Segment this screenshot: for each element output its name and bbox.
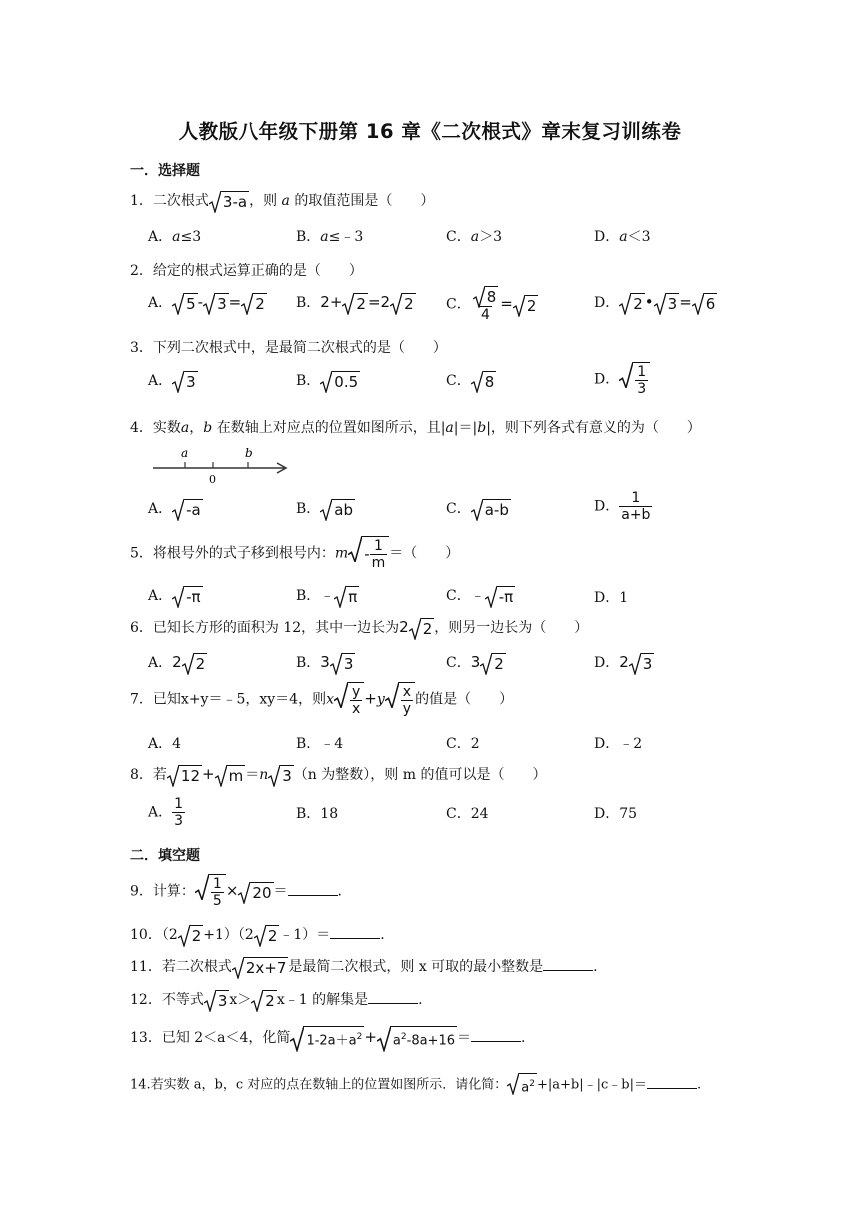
page-title: 人教版八年级下册第 16 章《二次根式》章末复习训练卷 — [178, 120, 682, 143]
option-d: D．a＜3 — [594, 229, 651, 245]
option-d: D．1 — [594, 590, 629, 606]
option-c: C．﹣ -π — [446, 588, 514, 606]
option-a: A． $\frac{1}{3}$ — [148, 796, 184, 829]
option-d: D．75 — [594, 806, 638, 822]
option-c: C．24 — [446, 806, 489, 822]
option-b: B．﹣ π — [296, 588, 358, 606]
option-c: C．a＞3 — [446, 229, 502, 245]
radical: 3-a — [209, 191, 249, 211]
option-d: D．2 3 — [594, 653, 653, 673]
number-line-figure — [148, 444, 293, 488]
question-4: 4．实数a，b 在数轴上对应点的位置如图所示，且|a|＝|b|，则下列各式有意义的为（ ） — [130, 420, 701, 436]
option-c: C． 8 — [446, 373, 495, 391]
question-14: 14.若实数 a，b，c 对应的点在数轴上的位置如图所示．请化简： $a^2$ +|a+b|﹣|c﹣b|＝ . — [130, 1073, 701, 1097]
question-13: 13．已知 2＜a＜4，化简 $1-2a+a^2$ + $a^2-8a+16$ ＝ . — [130, 1026, 525, 1050]
option-d: D． $\frac{1}{3}$ — [594, 362, 650, 397]
question-11: 11．若二次根式 2x+7 是最简二次根式，则 x 可取的最小整数是 . — [130, 959, 598, 977]
option-b: B． 0.5 — [296, 373, 359, 391]
option-b: B．18 — [296, 806, 339, 822]
question-8: 8．若 12 + m ＝n 3 （n 为整数），则 m 的值可以是（ ） — [130, 765, 547, 785]
option-c: C． $\frac{8}{4}$ = 2 — [446, 288, 537, 323]
answer-blank — [471, 1029, 521, 1042]
question-1: 1．二次根式 3-a ，则 a 的取值范围是（ ） — [130, 193, 435, 211]
section-fill: 二．填空题 — [130, 848, 200, 864]
question-9: 9．计算： $\frac{1}{5}$ × 20 ＝ . — [130, 876, 342, 909]
option-a: A．4 — [148, 736, 182, 752]
option-c: C．2 — [446, 736, 480, 752]
answer-blank — [543, 958, 593, 971]
option-c: C． a-b — [446, 501, 509, 519]
option-a: A． -a — [148, 501, 201, 519]
option-a: A． 3 — [148, 373, 196, 391]
question-3: 3．下列二次根式中，是最简二次根式的是（ ） — [130, 340, 447, 356]
answer-blank — [368, 991, 418, 1004]
option-b: B．﹣4 — [296, 736, 344, 752]
answer-blank — [288, 883, 338, 896]
option-d: D． $\frac{1}{a+b}$ — [594, 490, 651, 523]
question-12: 12．不等式 3 x＞ 2 x﹣1 的解集是 . — [130, 992, 423, 1010]
section-choice: 一．选择题 — [130, 163, 200, 179]
option-b: B．2+ 2 =2 2 — [296, 293, 414, 313]
answer-blank — [330, 926, 380, 939]
answer-blank — [647, 1076, 697, 1089]
question-2: 2．给定的根式运算正确的是（ ） — [130, 263, 363, 279]
option-d: D．﹣2 — [594, 736, 643, 752]
question-6: 6．已知长方形的面积为 12，其中一边长为2 2 ，则另一边长为（ ） — [130, 618, 589, 638]
option-a: A．a≤3 — [148, 229, 202, 245]
axis-label-b: b — [245, 446, 253, 460]
option-a: A．2 2 — [148, 653, 206, 673]
question-7: 7．已知x+y＝﹣5，xy＝4，则x $\frac{y}{x}$ +y $\frac{x}{y}$ 的值是（ ） — [130, 684, 514, 717]
option-b: B．3 3 — [296, 653, 354, 673]
question-10: 10．（2 2 +1）（2 2 ﹣1）＝ . — [130, 927, 385, 945]
option-a: A． 5 - 3 = 2 — [148, 293, 265, 313]
option-a: A． -π — [148, 588, 201, 606]
option-c: C．3 2 — [446, 653, 504, 673]
option-b: B．a≤﹣3 — [296, 229, 364, 245]
axis-label-zero: 0 — [209, 473, 216, 486]
axis-label-a: a — [181, 446, 189, 460]
option-d: D． 2 • 3 = 6 — [594, 293, 716, 313]
option-b: B． ab — [296, 501, 354, 519]
question-5: 5．将根号外的式子移到根号内：m - $\frac{1}{m}$ ＝（ ） — [130, 538, 460, 571]
